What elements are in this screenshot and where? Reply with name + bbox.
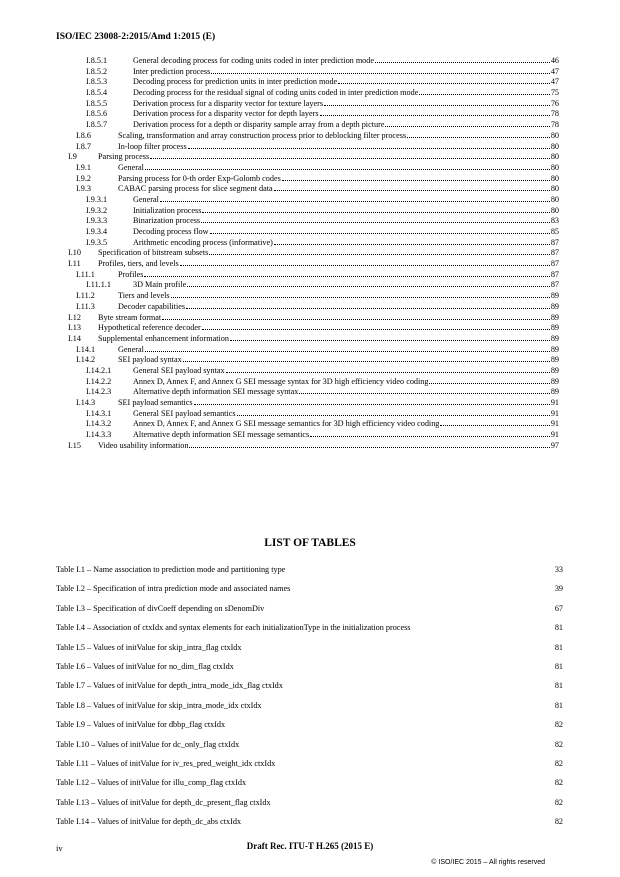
table-list-title: Table I.5 – Values of initValue for skip_intra_flag ctxIdx: [56, 642, 242, 652]
toc-entry-number: I.11: [68, 259, 81, 269]
table-list-entry[interactable]: [56, 618, 563, 637]
table-list-page: 82: [554, 739, 563, 749]
toc-entry-number: I.9: [68, 152, 77, 162]
toc-entry[interactable]: [56, 120, 559, 131]
toc-entry-title: General: [133, 194, 159, 204]
table-list-page: 81: [554, 681, 563, 691]
toc-entry-number: I.13: [68, 323, 81, 333]
toc-entry-number: I.10: [68, 248, 81, 258]
toc-entry[interactable]: [56, 77, 559, 88]
list-of-tables-heading: LIST OF TABLES: [264, 537, 356, 549]
toc-entry-number: I.12: [68, 312, 81, 322]
toc-entry-title: Derivation process for a disparity vector for depth layers: [133, 109, 319, 119]
toc-entry-title: Tiers and levels: [118, 291, 170, 301]
toc-entry-title: 3D Main profile: [133, 280, 187, 290]
table-list-entry[interactable]: [56, 773, 563, 792]
toc-dot-leader: [338, 83, 550, 84]
toc-dot-leader: [226, 372, 550, 373]
toc-entry-number: I.14: [68, 333, 81, 343]
table-list-entry[interactable]: [56, 599, 563, 618]
toc-entry[interactable]: [56, 366, 559, 377]
toc-dot-leader: [145, 351, 550, 352]
toc-entry-number: I.8.5.1: [86, 56, 108, 65]
table-list-title: Table I.6 – Values of initValue for no_dim_flag ctxIdx: [56, 661, 234, 671]
toc-entry-page: 97: [550, 440, 559, 450]
table-list-page: 81: [554, 661, 563, 671]
toc-entry-page: 78: [550, 109, 559, 119]
toc-entry-number: I.11.2: [76, 291, 95, 301]
toc-entry-title: General: [118, 162, 144, 172]
table-list-title: Table I.3 – Specification of divCoeff depending on sDenomDiv: [56, 603, 265, 613]
table-list-page: 33: [554, 565, 563, 574]
toc-entry-number: I.14.3.1: [86, 408, 112, 418]
toc-entry-title: Arithmetic encoding process (informative): [133, 237, 273, 247]
table-list-page: 82: [554, 758, 563, 768]
toc-dot-leader: [209, 254, 550, 255]
table-list-page: 82: [554, 817, 563, 827]
toc-entry[interactable]: [56, 174, 559, 185]
table-list-title: Table I.2 – Specification of intra prediction mode and associated names: [56, 584, 291, 594]
toc-entry-number: I.8.5.7: [86, 120, 108, 130]
toc-dot-leader: [385, 126, 549, 127]
toc-entry-number: I.9.3.3: [86, 216, 108, 226]
table-list-title: Table I.8 – Values of initValue for skip_intra_mode_idx ctxIdx: [56, 700, 262, 710]
toc-entry-page: 89: [550, 301, 559, 311]
toc-entry-number: I.15: [68, 440, 81, 450]
toc-entry-page: 80: [550, 130, 559, 140]
toc-entry-title: Scaling, transformation and array construction process prior to deblocking filter process: [118, 130, 407, 140]
footer-rec-title: Draft Rec. ITU-T H.265 (2015 E): [246, 841, 374, 851]
toc-dot-leader: [201, 222, 550, 223]
table-list-title: Table I.1 – Name association to prediction mode and partitioning type: [56, 565, 286, 574]
toc-entry[interactable]: [56, 409, 559, 420]
toc-dot-leader: [310, 436, 550, 437]
toc-entry-title: Parsing process for 0-th order Exp-Golomb codes: [118, 173, 281, 183]
toc-dot-leader: [188, 148, 550, 149]
table-list-entry[interactable]: [56, 560, 563, 579]
toc-entry-title: Decoding process flow: [133, 227, 209, 236]
toc-dot-leader: [282, 180, 550, 181]
toc-entry[interactable]: [56, 238, 559, 249]
toc-entry[interactable]: [56, 441, 559, 452]
toc-entry[interactable]: [56, 195, 559, 206]
toc-entry[interactable]: [56, 302, 559, 313]
toc-entry[interactable]: [56, 184, 559, 195]
toc-entry-page: 87: [550, 259, 559, 269]
toc-dot-leader: [162, 319, 550, 320]
toc-entry[interactable]: [56, 387, 559, 398]
toc-entry[interactable]: [56, 280, 559, 291]
toc-dot-leader: [160, 201, 550, 202]
toc-entry-title: Alternative depth information SEI message syntax: [133, 387, 299, 397]
table-list-page: 82: [554, 778, 563, 788]
table-list-entry[interactable]: [56, 579, 563, 598]
toc-entry-number: I.9.3.5: [86, 237, 108, 247]
table-list-page: 81: [554, 623, 563, 633]
toc-entry-title: In-loop filter process: [118, 141, 187, 151]
toc-entry-page: 89: [550, 323, 559, 333]
toc-entry[interactable]: [56, 142, 559, 153]
toc-entry-title: Profiles, tiers, and levels: [98, 259, 179, 269]
toc-entry-page: 75: [550, 88, 559, 98]
table-list-entry[interactable]: [56, 754, 563, 773]
table-list-title: Table I.14 – Values of initValue for depth_dc_abs ctxIdx: [56, 817, 242, 827]
table-list-page: 39: [554, 584, 563, 594]
toc-entry-number: I.9.2: [76, 173, 92, 183]
toc-entry-number: I.8.7: [76, 141, 92, 151]
toc-entry-title: Initialization process: [133, 205, 202, 215]
table-list-title: Table I.11 – Values of initValue for iv_res_pred_weight_idx ctxIdx: [56, 758, 276, 768]
toc-entry-number: I.14.3.3: [86, 430, 112, 440]
toc-entry[interactable]: [56, 419, 559, 430]
toc-entry[interactable]: [56, 270, 559, 281]
table-list-entry[interactable]: [56, 793, 563, 812]
table-of-contents: [56, 56, 559, 451]
toc-entry[interactable]: [56, 334, 559, 345]
toc-dot-leader: [324, 105, 550, 106]
toc-entry[interactable]: [56, 216, 559, 227]
toc-entry[interactable]: [56, 398, 559, 409]
toc-entry-page: 46: [550, 56, 559, 65]
toc-entry-title: Derivation process for a depth or disparity sample array from a depth picture: [133, 120, 385, 130]
toc-dot-leader: [299, 393, 550, 394]
toc-dot-leader: [440, 425, 549, 426]
toc-entry-page: 47: [550, 66, 559, 76]
toc-dot-leader: [144, 276, 549, 277]
toc-dot-leader: [211, 73, 550, 74]
toc-entry-page: 89: [550, 365, 559, 375]
document-header: ISO/IEC 23008-2:2015/Amd 1:2015 (E): [56, 32, 216, 42]
toc-entry-number: I.8.5.2: [86, 66, 108, 76]
toc-dot-leader: [320, 115, 550, 116]
toc-entry-title: CABAC parsing process for slice segment data: [118, 184, 273, 194]
toc-entry-title: Inter prediction process: [133, 66, 211, 76]
toc-entry-page: 89: [550, 387, 559, 397]
toc-entry-number: I.8.5.4: [86, 88, 108, 98]
toc-dot-leader: [407, 137, 550, 138]
table-list-title: Table I.10 – Values of initValue for dc_only_flag ctxIdx: [56, 739, 240, 749]
toc-entry-title: Decoding process for the residual signal of coding units coded in inter prediction mode: [133, 88, 419, 98]
toc-entry-page: 80: [550, 194, 559, 204]
toc-dot-leader: [150, 158, 550, 159]
toc-dot-leader: [202, 329, 550, 330]
table-list-page: 81: [554, 700, 563, 710]
toc-entry[interactable]: [56, 152, 559, 163]
toc-entry-number: I.8.5.6: [86, 109, 108, 119]
toc-entry-title: General: [118, 344, 144, 354]
toc-entry-number: I.14.2.1: [86, 365, 112, 375]
toc-dot-leader: [237, 415, 550, 416]
toc-dot-leader: [171, 297, 550, 298]
toc-entry[interactable]: [56, 88, 559, 99]
toc-dot-leader: [194, 404, 550, 405]
toc-entry-page: 91: [550, 430, 559, 440]
toc-dot-leader: [419, 94, 549, 95]
table-list-page: 67: [554, 603, 563, 613]
toc-entry-page: 87: [550, 269, 559, 279]
toc-entry[interactable]: [56, 163, 559, 174]
table-list-entry[interactable]: [56, 676, 563, 695]
table-list-entry[interactable]: [56, 696, 563, 715]
toc-entry-number: I.9.1: [76, 162, 92, 172]
toc-entry-title: Hypothetical reference decoder: [98, 323, 201, 333]
table-list-title: Table I.12 – Values of initValue for illu_comp_flag ctxIdx: [56, 778, 247, 788]
table-list-title: Table I.9 – Values of initValue for dbbp_flag ctxIdx: [56, 720, 226, 730]
toc-entry-title: Byte stream format: [98, 312, 162, 322]
toc-entry-page: 89: [550, 376, 559, 386]
toc-entry-title: Decoder capabilities: [118, 301, 186, 311]
toc-entry-title: Supplemental enhancement information: [98, 333, 229, 343]
toc-entry-number: I.14.2: [76, 355, 96, 365]
toc-entry[interactable]: [56, 99, 559, 110]
table-list-entry[interactable]: [56, 735, 563, 754]
toc-entry-page: 85: [550, 227, 559, 236]
toc-entry-title: Profiles: [118, 269, 144, 279]
toc-entry-number: I.14.2.3: [86, 387, 112, 397]
toc-entry-page: 80: [550, 184, 559, 194]
toc-dot-leader: [210, 233, 550, 234]
toc-entry-page: 76: [550, 98, 559, 108]
toc-entry-number: I.14.3: [76, 398, 96, 407]
table-list-entry[interactable]: [56, 638, 563, 657]
toc-entry[interactable]: [56, 109, 559, 120]
toc-entry[interactable]: [56, 206, 559, 217]
toc-entry-title: General decoding process for coding units coded in inter prediction mode: [133, 56, 375, 65]
toc-entry-page: 87: [550, 237, 559, 247]
toc-entry[interactable]: [56, 345, 559, 356]
toc-dot-leader: [180, 265, 550, 266]
toc-entry-number: I.11.1: [76, 269, 95, 279]
toc-entry-number: I.8.6: [76, 130, 92, 140]
toc-entry-page: 91: [550, 398, 559, 407]
toc-entry-number: I.9.3.1: [86, 194, 108, 204]
table-list-entry[interactable]: [56, 715, 563, 734]
toc-entry-page: 80: [550, 141, 559, 151]
table-list-entry[interactable]: [56, 812, 563, 831]
toc-entry[interactable]: [56, 430, 559, 441]
toc-entry-page: 89: [550, 333, 559, 343]
toc-entry-number: I.14.3.2: [86, 419, 112, 429]
toc-entry-page: 89: [550, 312, 559, 322]
toc-entry-page: 78: [550, 120, 559, 130]
toc-entry-number: I.9.3.4: [86, 227, 108, 236]
table-list-page: 82: [554, 797, 563, 807]
toc-entry[interactable]: [56, 377, 559, 388]
toc-entry[interactable]: [56, 259, 559, 270]
toc-entry-number: I.11.3: [76, 301, 95, 311]
footer-copyright: © ISO/IEC 2015 – All rights reserved: [431, 859, 545, 866]
list-of-tables: [56, 560, 563, 831]
toc-dot-leader: [202, 212, 549, 213]
toc-entry[interactable]: [56, 227, 559, 238]
table-list-title: Table I.13 – Values of initValue for depth_dc_present_flag ctxIdx: [56, 797, 271, 807]
toc-entry-number: I.14.2.2: [86, 376, 112, 386]
toc-entry-page: 89: [550, 291, 559, 301]
toc-entry-title: General SEI payload syntax: [133, 365, 225, 375]
toc-entry-page: 91: [550, 408, 559, 418]
toc-entry[interactable]: [56, 67, 559, 78]
toc-entry-title: Binarization process: [133, 216, 201, 226]
toc-entry[interactable]: [56, 355, 559, 366]
toc-entry-page: 80: [550, 152, 559, 162]
toc-dot-leader: [145, 169, 550, 170]
toc-entry[interactable]: [56, 131, 559, 142]
toc-entry-title: SEI payload semantics: [118, 398, 193, 407]
toc-entry-page: 87: [550, 248, 559, 258]
table-list-page: 82: [554, 720, 563, 730]
toc-entry-title: Annex D, Annex F, and Annex G SEI message semantics for 3D high efficiency video coding: [133, 419, 440, 429]
toc-entry-page: 87: [550, 280, 559, 290]
toc-entry-number: I.11.1.1: [86, 280, 111, 290]
toc-entry[interactable]: [56, 56, 559, 67]
toc-entry-page: 80: [550, 162, 559, 172]
toc-entry-number: I.9.3.2: [86, 205, 108, 215]
toc-dot-leader: [375, 62, 550, 63]
table-list-entry[interactable]: [56, 657, 563, 676]
toc-entry-page: 80: [550, 205, 559, 215]
toc-dot-leader: [429, 383, 549, 384]
toc-entry-title: Alternative depth information SEI message semantics: [133, 430, 310, 440]
toc-entry-title: SEI payload syntax: [118, 355, 182, 365]
toc-entry[interactable]: [56, 323, 559, 334]
toc-dot-leader: [274, 190, 550, 191]
toc-entry-page: 89: [550, 355, 559, 365]
toc-entry-title: Parsing process: [98, 152, 150, 162]
toc-dot-leader: [187, 286, 550, 287]
table-list-page: 81: [554, 642, 563, 652]
toc-dot-leader: [274, 244, 550, 245]
toc-entry-number: I.8.5.5: [86, 98, 108, 108]
toc-entry-number: I.14.1: [76, 344, 96, 354]
toc-entry-title: Video usability information: [98, 440, 189, 450]
toc-entry-number: I.8.5.3: [86, 77, 108, 87]
toc-entry-page: 47: [550, 77, 559, 87]
toc-entry[interactable]: [56, 291, 559, 302]
toc-entry-page: 89: [550, 344, 559, 354]
toc-entry-number: I.9.3: [76, 184, 92, 194]
toc-entry[interactable]: [56, 313, 559, 324]
table-list-title: Table I.4 – Association of ctxIdx and syntax elements for each initializationType in the initialization process: [56, 623, 411, 633]
table-list-title: Table I.7 – Values of initValue for depth_intra_mode_idx_flag ctxIdx: [56, 681, 283, 691]
toc-entry-page: 83: [550, 216, 559, 226]
toc-entry[interactable]: [56, 248, 559, 259]
toc-dot-leader: [189, 447, 549, 448]
toc-entry-title: Specification of bitstream subsets: [98, 248, 209, 258]
toc-dot-leader: [186, 308, 550, 309]
toc-entry-title: Decoding process for prediction units in inter prediction mode: [133, 77, 338, 87]
toc-entry-title: Derivation process for a disparity vector for texture layers: [133, 98, 324, 108]
toc-entry-page: 80: [550, 173, 559, 183]
toc-entry-title: General SEI payload semantics: [133, 408, 236, 418]
footer-page-number: iv: [56, 843, 63, 853]
toc-dot-leader: [183, 361, 550, 362]
toc-dot-leader: [230, 340, 550, 341]
toc-entry-title: Annex D, Annex F, and Annex G SEI message syntax for 3D high efficiency video coding: [133, 376, 429, 386]
toc-entry-page: 91: [550, 419, 559, 429]
